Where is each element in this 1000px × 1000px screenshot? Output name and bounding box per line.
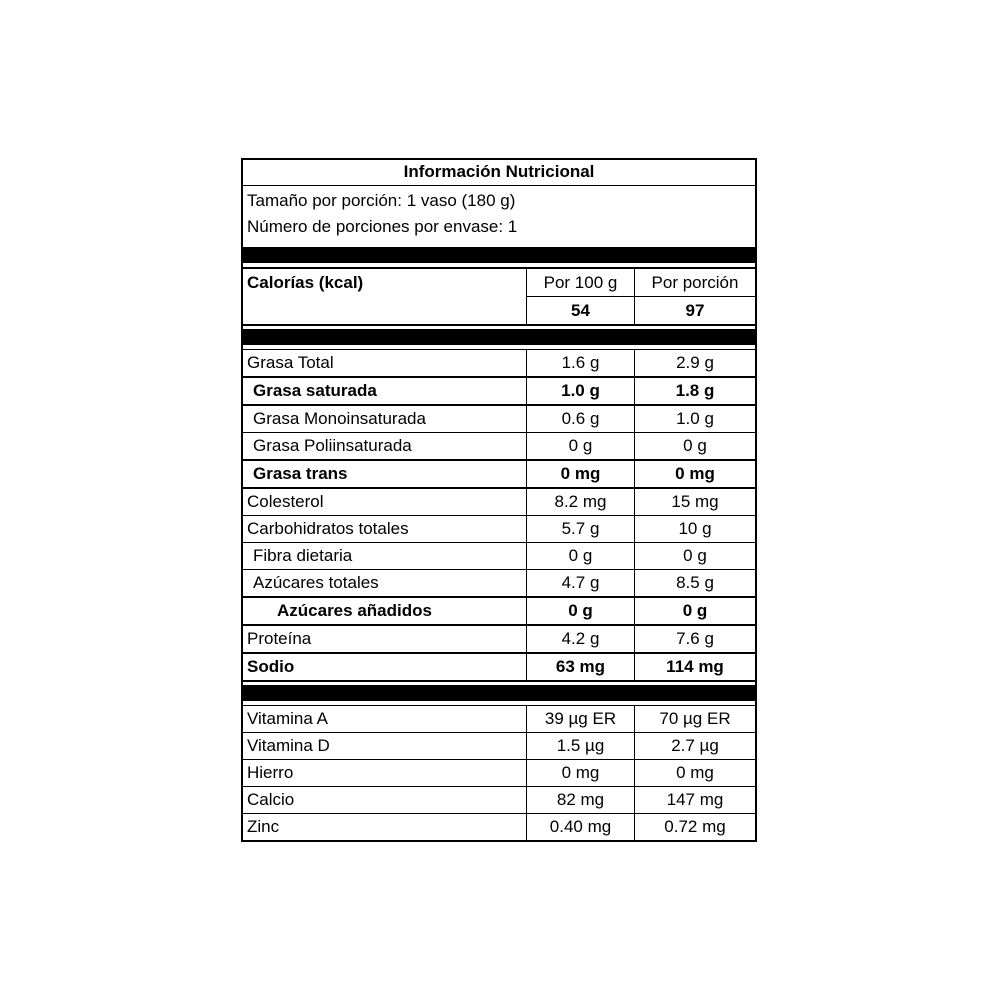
nutrient-name: Grasa saturada [243, 378, 527, 404]
value-per-serving: 0 mg [676, 763, 714, 782]
table-row [243, 376, 755, 406]
nutrient-name: Azúcares totales [243, 570, 527, 596]
value-per-100g: 63 mg [527, 654, 635, 680]
value-per-serving: 8.5 g [676, 573, 714, 592]
servings-per-container-text: Número de porciones por envase: 1 [247, 217, 518, 236]
calories-columns [527, 269, 755, 324]
nutrient-name: Calcio [243, 787, 527, 813]
nutrient-name: Grasa trans [243, 461, 527, 487]
table-row [243, 626, 755, 652]
nutrient-name: Vitamina D [243, 733, 527, 759]
value-per-100g: 1.5 µg [527, 733, 635, 759]
table-row [243, 705, 755, 732]
table-row [243, 349, 755, 376]
value-per-100g: 0 g [527, 433, 635, 459]
calories-column-headers [527, 269, 755, 297]
column-header-per-100g: Por 100 g [527, 269, 635, 296]
value-per-serving: 0 mg [675, 464, 715, 483]
value-per-serving: 1.0 g [676, 409, 714, 428]
table-row [243, 515, 755, 542]
nutrient-name: Grasa Total [243, 350, 527, 376]
calories-value-per-100g: 54 [527, 297, 635, 324]
value-per-100g: 8.2 mg [527, 489, 635, 515]
value-per-serving: 0.72 mg [664, 817, 726, 836]
serving-size-text: Tamaño por porción: 1 vaso (180 g) [247, 191, 516, 210]
value-per-serving: 2.7 µg [671, 736, 719, 755]
value-per-serving: 1.8 g [675, 381, 715, 400]
table-row [243, 596, 755, 626]
micronutrient-rows [243, 705, 755, 840]
nutrition-label [241, 158, 757, 842]
table-row [243, 489, 755, 515]
table-row [243, 759, 755, 786]
table-row [243, 652, 755, 682]
value-per-100g: 0 g [527, 598, 635, 624]
nutrient-name: Sodio [243, 654, 527, 680]
value-per-serving: 2.9 g [676, 353, 714, 372]
table-row [243, 432, 755, 459]
table-row [243, 813, 755, 840]
calories-values [527, 297, 755, 324]
value-per-100g: 82 mg [527, 787, 635, 813]
separator-bar-bottom [243, 685, 755, 701]
value-per-100g: 0.40 mg [527, 814, 635, 840]
nutrient-name: Colesterol [243, 489, 527, 515]
calories-value-per-serving: 97 [685, 301, 705, 320]
value-per-100g: 5.7 g [527, 516, 635, 542]
value-per-serving: 147 mg [666, 790, 724, 809]
value-per-100g: 39 µg ER [527, 706, 635, 732]
value-per-serving: 0 g [683, 546, 707, 565]
table-row [243, 406, 755, 432]
nutrient-name: Grasa Monoinsaturada [243, 406, 527, 432]
table-row [243, 542, 755, 569]
nutrient-name: Proteína [243, 626, 527, 652]
value-per-100g: 1.0 g [527, 378, 635, 404]
value-per-serving: 114 mg [666, 657, 724, 676]
value-per-100g: 0 mg [527, 760, 635, 786]
value-per-100g: 0.6 g [527, 406, 635, 432]
column-header-per-serving: Por porción [651, 273, 739, 292]
value-per-100g: 4.7 g [527, 570, 635, 596]
value-per-serving: 0 g [683, 436, 707, 455]
nutrient-name: Azúcares añadidos [243, 598, 527, 624]
table-row [243, 786, 755, 813]
table-row [243, 732, 755, 759]
label-title: Información Nutricional [243, 160, 755, 186]
nutrient-name: Vitamina A [243, 706, 527, 732]
value-per-serving: 7.6 g [676, 629, 714, 648]
table-row [243, 569, 755, 596]
value-per-100g: 0 g [527, 543, 635, 569]
calories-section [243, 267, 755, 326]
value-per-serving: 10 g [678, 519, 712, 538]
nutrient-rows [243, 349, 755, 682]
value-per-serving: 15 mg [671, 492, 719, 511]
calories-title: Calorías (kcal) [243, 269, 527, 324]
value-per-100g: 1.6 g [527, 350, 635, 376]
nutrient-name: Grasa Poliinsaturada [243, 433, 527, 459]
nutrient-name: Fibra dietaria [243, 543, 527, 569]
value-per-serving: 0 g [682, 601, 708, 620]
value-per-100g: 4.2 g [527, 626, 635, 652]
nutrient-name: Carbohidratos totales [243, 516, 527, 542]
nutrient-name: Hierro [243, 760, 527, 786]
separator-bar-top [243, 247, 755, 263]
nutrient-name: Zinc [243, 814, 527, 840]
value-per-serving: 70 µg ER [659, 709, 731, 728]
value-per-100g: 0 mg [527, 461, 635, 487]
serving-info [243, 186, 755, 244]
table-row [243, 459, 755, 489]
separator-bar-middle [243, 329, 755, 345]
